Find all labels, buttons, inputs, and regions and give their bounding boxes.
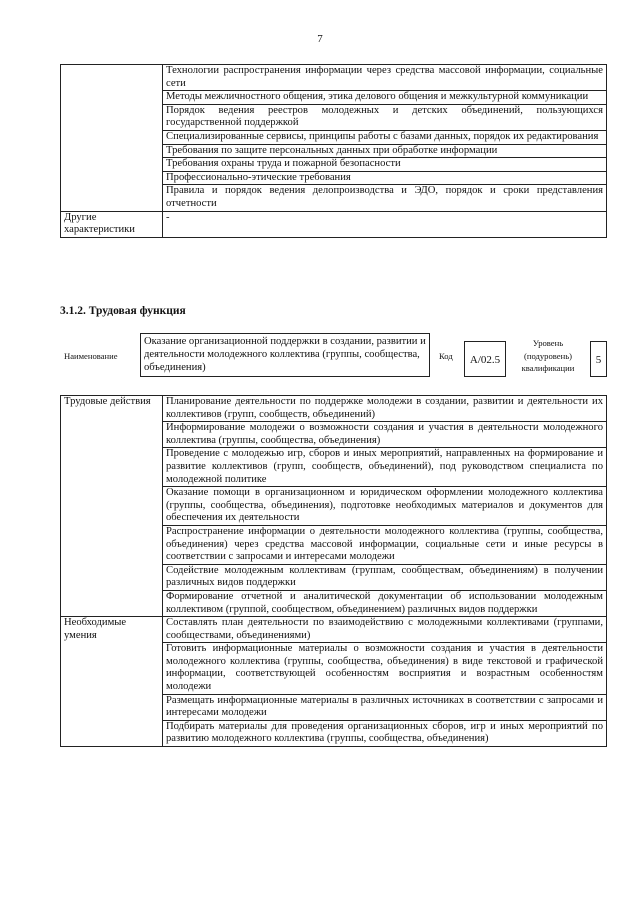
labor-action-item: Планирование деятельности по поддержке молодежи в создании, развитии и деятельности их коллективов (групп, сообществ, объединений) xyxy=(163,396,607,422)
labor-action-item: Содействие молодежным коллективам (группам, сообществам, объединениям) в получении различных видов поддержки xyxy=(163,564,607,590)
knowledge-item: Специализированные сервисы, принципы работы с базами данных, порядок их редактирования xyxy=(163,130,607,144)
knowledge-table xyxy=(60,64,607,238)
skill-item: Подбирать материалы для проведения организационных сборов, игр и иных мероприятий по развитию молодежного коллектива (группы, сообщества, объединения) xyxy=(163,720,607,746)
other-characteristics-label: Другие характеристики xyxy=(61,211,163,237)
qualification-level-value: 5 xyxy=(590,341,607,377)
knowledge-item: Профессионально-этические требования xyxy=(163,171,607,185)
knowledge-item: Порядок ведения реестров молодежных и детских объединений, пользующихся государственной поддержкой xyxy=(163,104,607,130)
table-row xyxy=(61,396,607,422)
other-characteristics-value: - xyxy=(163,211,607,237)
section-title: 3.1.2. Трудовая функция xyxy=(60,305,186,317)
function-table xyxy=(60,395,607,747)
knowledge-item: Правила и порядок ведения делопроизводства и ЭДО, порядок и сроки представления отчетности xyxy=(163,185,607,211)
empty-label-cell xyxy=(61,65,163,212)
table-row xyxy=(61,65,607,91)
page-number: 7 xyxy=(317,33,323,45)
knowledge-item: Технологии распространения информации через средства массовой информации, социальные сети xyxy=(163,65,607,91)
qualification-level-label: Уровень (подуровень) квалификации xyxy=(521,338,575,373)
labor-actions-label: Трудовые действия xyxy=(61,396,163,617)
labor-action-item: Распространение информации о деятельности молодежного коллектива (группы, сообщества, объединения) через средства массовой информации, социальные сети и иные ресурсы в соответствии с запросами и интересами молодежи xyxy=(163,525,607,564)
code-label: Код xyxy=(439,351,453,361)
function-header xyxy=(60,333,620,379)
table-row xyxy=(61,617,607,643)
labor-action-item: Информирование молодежи о возможности создания и участия в деятельности молодежного коллектива (группы, сообщества, объединения) xyxy=(163,422,607,448)
knowledge-item: Требования по защите персональных данных при обработке информации xyxy=(163,144,607,158)
function-name: Оказание организационной поддержки в создании, развитии и деятельности молодежного коллектива (группы, сообщества, объединения) xyxy=(140,333,430,377)
labor-action-item: Оказание помощи в организационном и юридическом оформлении молодежного коллектива (группы, сообщества, объединения), подготовке необходимых материалов и документов для обеспечения их деятельности xyxy=(163,487,607,526)
name-label: Наименование xyxy=(64,351,118,361)
table-row xyxy=(61,211,607,237)
skill-item: Составлять план деятельности по взаимодействию с молодежными коллективами (группами, сообществами, объединениями) xyxy=(163,617,607,643)
skill-item: Размещать информационные материалы в различных источниках в соответствии с запросами и интересами молодежи xyxy=(163,694,607,720)
required-skills-label: Необходимые умения xyxy=(61,617,163,747)
labor-action-item: Проведение с молодежью игр, сборов и иных мероприятий, направленных на формирование и развитие коллективов (групп, сообществ, объединений), под руководством специалиста по молодежной политике xyxy=(163,448,607,487)
knowledge-item: Методы межличностного общения, этика делового общения и межкультурной коммуникации xyxy=(163,91,607,105)
labor-action-item: Формирование отчетной и аналитической документации об использовании молодежным коллективом (группой, сообществом, объединением) различных видов поддержки xyxy=(163,590,607,616)
function-code: A/02.5 xyxy=(464,341,506,377)
knowledge-item: Требования охраны труда и пожарной безопасности xyxy=(163,158,607,172)
skill-item: Готовить информационные материалы о возможности создания и участия в деятельности молодежного коллектива (группы, сообщества, объединения) в виде текстовой и графической информации, соответствующей особенностям восприятия и возрастным особенностям молодежи xyxy=(163,643,607,694)
